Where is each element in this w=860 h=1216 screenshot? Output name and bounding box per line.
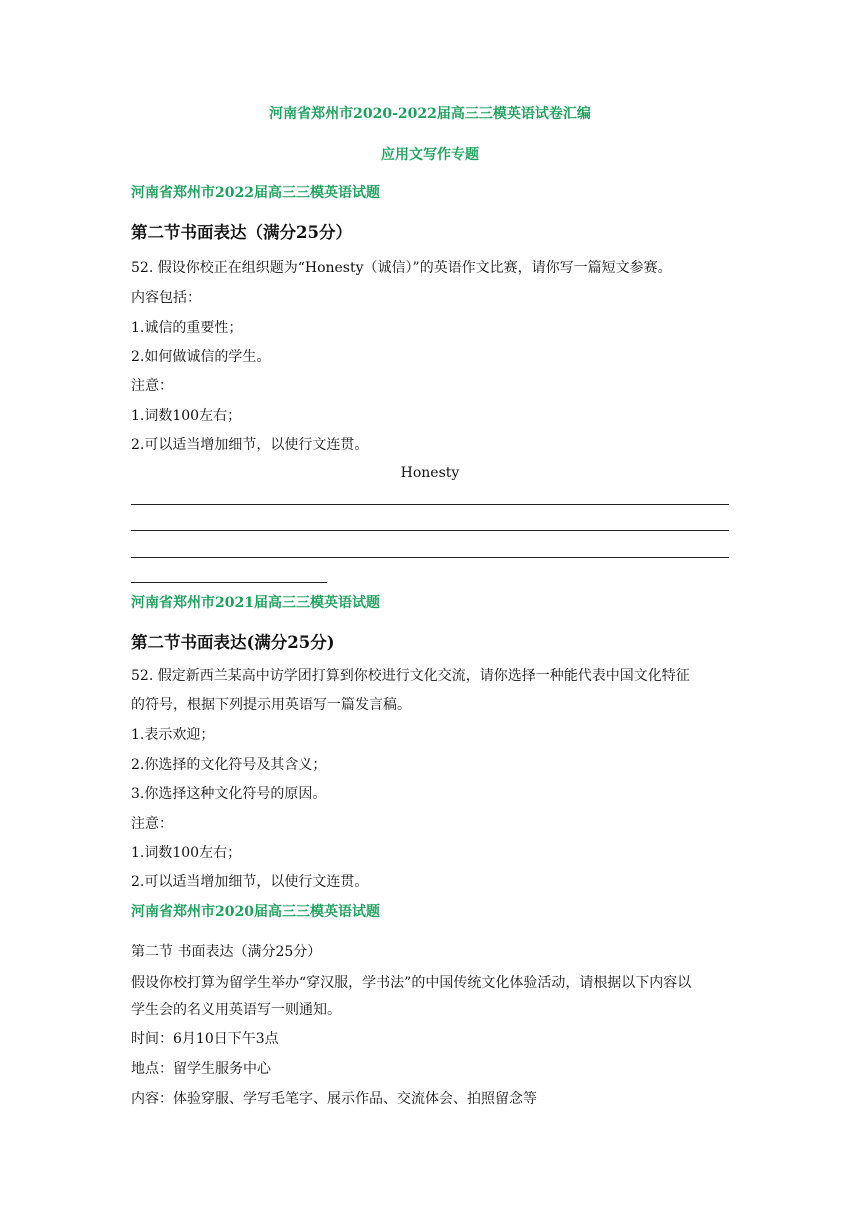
section-2022-part-title: 第二节书面表达（满分25分） — [131, 223, 352, 242]
section-2022-item-2: 2.如何做诚信的学生。 — [131, 349, 271, 365]
section-2020-heading: 河南省郑州市2020届高三三模英语试题 — [131, 904, 380, 920]
section-2022-note-2: 2.可以适当增加细节，以使行文连贯。 — [131, 437, 369, 453]
section-2021-item-2: 2.你选择的文化符号及其含义； — [131, 757, 327, 773]
section-2021-prompt-line-2: 的符号，根据下列提示用英语写一篇发言稿。 — [131, 697, 411, 713]
section-2020-part-title: 第二节 书面表达（满分25分） — [131, 944, 322, 960]
document-subtitle: 应用文写作专题 — [381, 147, 479, 163]
section-2021-item-1: 1.表示欢迎； — [131, 727, 215, 743]
section-2022-note-label: 注意： — [131, 378, 173, 394]
answer-line-2 — [131, 530, 729, 531]
section-2022-note-1: 1.词数100左右； — [131, 408, 242, 424]
answer-line-1 — [131, 504, 729, 505]
section-2022-content-label: 内容包括： — [131, 290, 201, 306]
document-title: 河南省郑州市2020-2022届高三三模英语试卷汇编 — [269, 106, 591, 122]
section-2022-item-1: 1.诚信的重要性； — [131, 320, 243, 336]
section-2020-time: 时间：6月10日下午3点 — [131, 1031, 279, 1047]
section-2021-part-title: 第二节书面表达(满分25分) — [131, 633, 335, 652]
section-2021-item-3: 3.你选择这种文化符号的原因。 — [131, 786, 327, 802]
section-2021-heading: 河南省郑州市2021届高三三模英语试题 — [131, 595, 380, 611]
section-2022-prompt: 52. 假设你校正在组织题为“Honesty（诚信）”的英语作文比赛，请你写一篇短文参赛。 — [131, 260, 672, 276]
essay-title: Honesty — [400, 465, 460, 481]
section-2020-prompt-line-1: 假设你校打算为留学生举办“穿汉服，学书法”的中国传统文化体验活动，请根据以下内容以 — [131, 975, 692, 991]
section-2021-note-1: 1.词数100左右； — [131, 845, 242, 861]
section-2020-prompt-line-2: 学生会的名义用英语写一则通知。 — [131, 1002, 341, 1018]
section-2021-note-2: 2.可以适当增加细节，以使行文连贯。 — [131, 874, 369, 890]
section-2021-note-label: 注意： — [131, 816, 173, 832]
section-2020-content: 内容：体验穿服、学写毛笔字、展示作品、交流体会、拍照留念等 — [131, 1091, 537, 1107]
answer-line-3 — [131, 557, 729, 558]
section-2020-place: 地点：留学生服务中心 — [131, 1061, 271, 1077]
answer-line-4 — [131, 582, 327, 583]
section-2022-heading: 河南省郑州市2022届高三三模英语试题 — [131, 185, 380, 201]
section-2021-prompt-line-1: 52. 假定新西兰某高中访学团打算到你校进行文化交流，请你选择一种能代表中国文化特征 — [131, 668, 690, 684]
